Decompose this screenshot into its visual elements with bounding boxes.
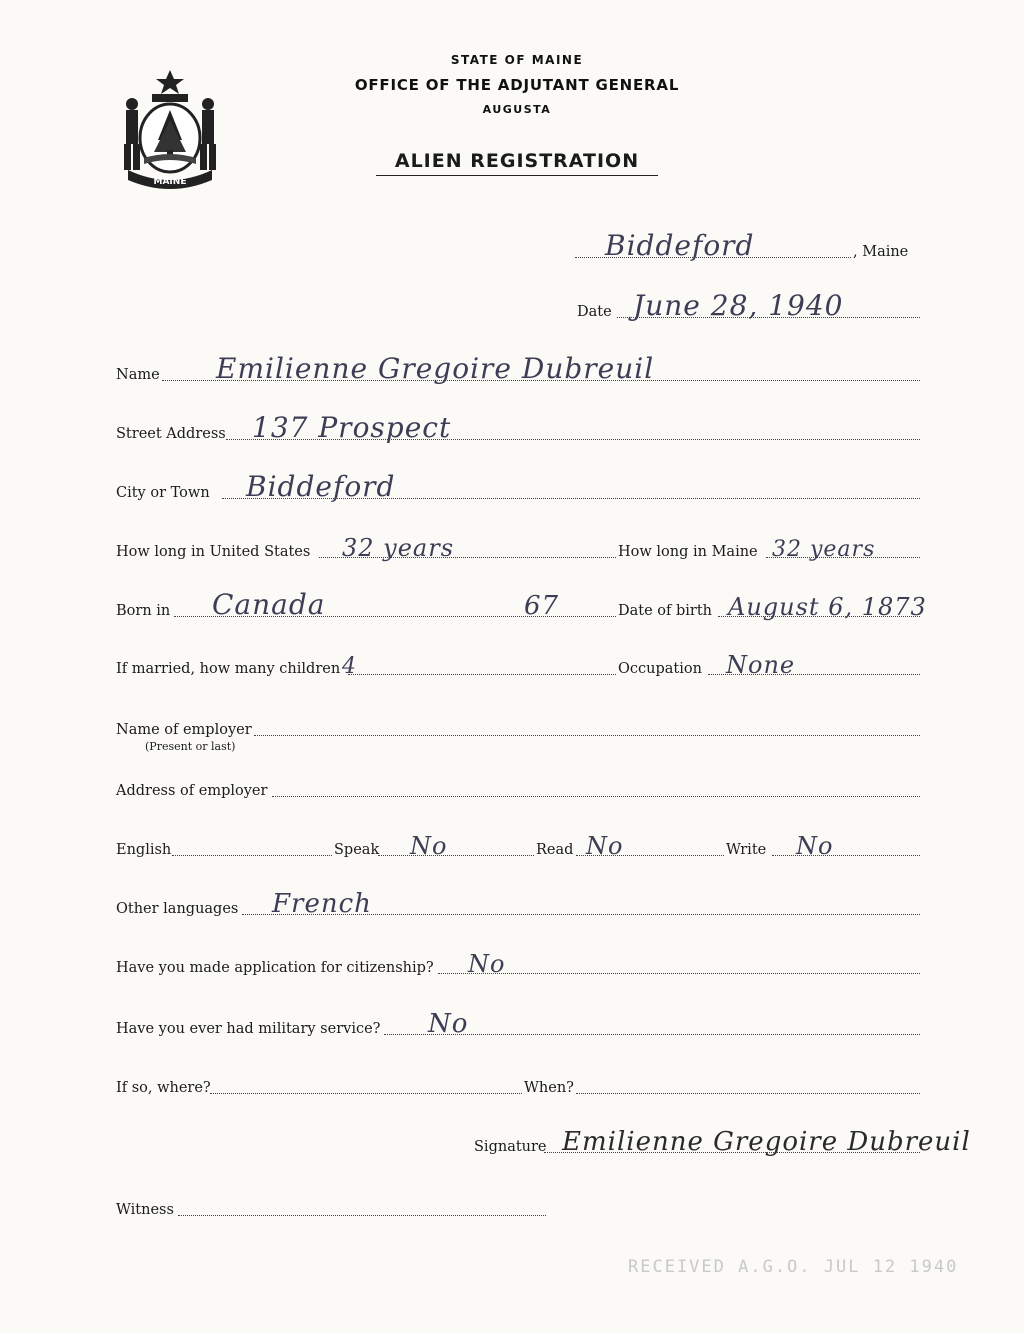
date-label: Date — [577, 304, 612, 320]
employer-address-field — [116, 773, 922, 801]
svg-text:MAINE: MAINE — [153, 177, 187, 187]
city-field — [116, 470, 922, 503]
children-row — [116, 651, 922, 679]
born-value: Canada — [212, 588, 326, 621]
write-value: No — [796, 832, 834, 860]
read-value: No — [586, 832, 624, 860]
form-title: ALIEN REGISTRATION — [376, 150, 658, 176]
signature-label: Signature — [474, 1139, 547, 1155]
witness-field — [116, 1192, 548, 1220]
occupation-value: None — [726, 651, 796, 679]
other-languages-field — [116, 891, 922, 919]
signature-field — [474, 1129, 1014, 1157]
us-duration-label: How long in United States — [116, 544, 311, 560]
header-state: STATE OF MAINE — [450, 53, 584, 67]
military-field — [116, 1011, 922, 1039]
where-label: If so, where? — [116, 1080, 211, 1096]
military-label: Have you ever had military service? — [116, 1021, 381, 1037]
children-value: 4 — [342, 654, 357, 679]
employer-sublabel: (Present or last) — [145, 740, 236, 753]
other-languages-value: French — [272, 889, 372, 919]
received-stamp: RECEIVED A.G.O. JUL 12 1940 — [628, 1257, 959, 1277]
write-label: Write — [726, 842, 767, 858]
birth-row — [116, 588, 927, 621]
name-value: Emilienne Gregoire Dubreuil — [216, 352, 655, 385]
speak-value: No — [410, 832, 448, 860]
city-value: Biddeford — [246, 470, 396, 503]
speak-label: Speak — [334, 842, 380, 858]
date-field — [577, 289, 922, 322]
occupation-label: Occupation — [618, 661, 702, 677]
citizenship-value: No — [468, 950, 506, 978]
dob-label: Date of birth — [618, 603, 713, 619]
place-field — [575, 229, 920, 262]
street-address-value: 137 Prospect — [252, 411, 452, 444]
when-label: When? — [524, 1080, 574, 1096]
name-label: Name — [116, 367, 160, 383]
other-languages-label: Other languages — [116, 901, 239, 917]
dob-value: August 6, 1873 — [728, 593, 927, 621]
name-field — [116, 352, 922, 385]
employer-address-label: Address of employer — [116, 783, 268, 799]
header-city: AUGUSTA — [482, 103, 552, 116]
witness-label: Witness — [116, 1202, 174, 1218]
citizenship-label: Have you made application for citizenship? — [116, 960, 434, 976]
header-office: OFFICE OF THE ADJUTANT GENERAL — [354, 76, 680, 94]
maine-duration-value: 32 years — [772, 537, 876, 562]
duration-row — [116, 534, 922, 562]
employer-field — [116, 712, 922, 740]
street-address-field — [116, 411, 922, 444]
english-row — [116, 832, 922, 860]
place-suffix: , Maine — [853, 244, 909, 260]
military-where-row — [116, 1070, 922, 1098]
maine-duration-label: How long in Maine — [618, 544, 758, 560]
date-value: June 28, 1940 — [633, 289, 844, 322]
military-value: No — [428, 1009, 469, 1039]
children-label: If married, how many children — [116, 661, 341, 677]
age-value: 67 — [524, 591, 560, 621]
english-label: English — [116, 842, 172, 858]
born-label: Born in — [116, 603, 171, 619]
street-address-label: Street Address — [116, 426, 226, 442]
city-label: City or Town — [116, 485, 210, 501]
signature-value: Emilienne Gregoire Dubreuil — [562, 1127, 971, 1157]
us-duration-value: 32 years — [342, 534, 455, 562]
read-label: Read — [536, 842, 574, 858]
citizenship-field — [116, 950, 922, 978]
employer-label: Name of employer — [116, 722, 252, 738]
place-value: Biddeford — [605, 229, 755, 262]
